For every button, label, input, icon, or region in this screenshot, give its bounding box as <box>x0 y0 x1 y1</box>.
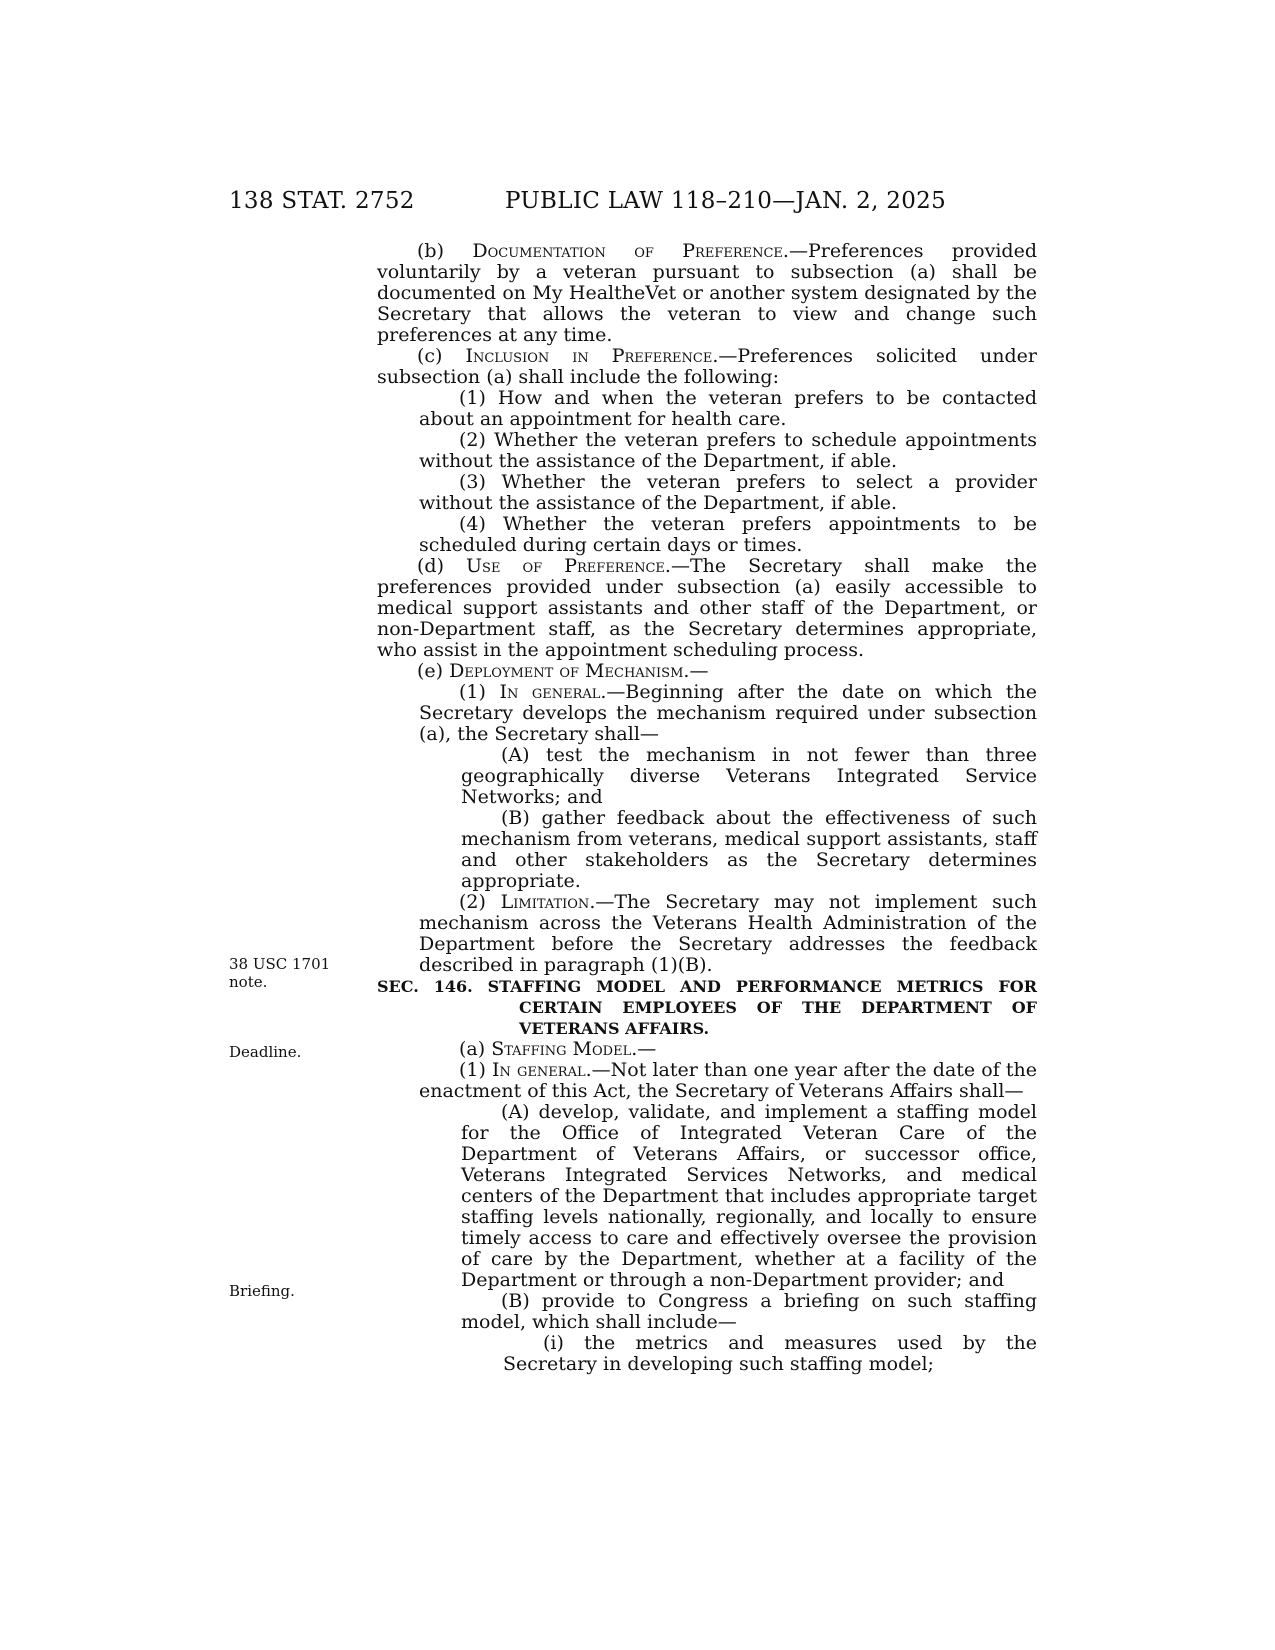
margin-note-usc: 38 USC 1701 note. <box>229 955 331 991</box>
subsection-e-paragraph-1-B: (B) gather feedback about the effectiveness of such mechanism from veterans, medical support assistants, staff and other stakeholders as the Secretary determines appropriate. <box>461 807 1037 892</box>
subsection-c-heading: Inclusion in Preference <box>465 345 713 367</box>
subsection-e-heading: Deployment of Mechanism <box>449 660 684 682</box>
margin-note-deadline: Deadline. <box>229 1043 302 1061</box>
section-146-subparagraph-A: (A) develop, validate, and implement a staffing model for the Office of Integrated Veteran Care of the Department of Veterans Affairs, or successor office, Veterans Integrated Services Networks, and medical centers of the Department that includes appropriate target staffing levels nationally, regionally, and locally to ensure timely access to care and effectively oversee the provision of care by the Department, whether at a facility of the Department or through a non-Department provider; and <box>461 1101 1037 1291</box>
body-text <box>377 241 1037 1375</box>
subsection-e-paragraph-1-A: (A) test the mechanism in not fewer than three geographically diverse Veterans Integrated Service Networks; and <box>461 744 1037 808</box>
section-146-subsection-a: (a) Staffing Model.— <box>459 1038 657 1060</box>
section-146-subparagraph-B: (B) provide to Congress a briefing on such staffing model, which shall include— <box>461 1290 1037 1333</box>
section-146-heading: SEC. 146. STAFFING MODEL AND PERFORMANCE METRICS FOR CERTAIN EMPLOYEES OF THE DEPARTMENT OF VETERANS AFFAIRS. <box>377 977 1037 1038</box>
subsection-c-item-3: (3) Whether the veteran prefers to select a provider without the assistance of the Department, if able. <box>419 471 1037 514</box>
subsection-e: (e) Deployment of Mechanism.— <box>417 660 709 682</box>
subsection-c-item-2: (2) Whether the veteran prefers to schedule appointments without the assistance of the Department, if able. <box>419 429 1037 472</box>
subsection-c-item-4: (4) Whether the veteran prefers appointments to be scheduled during certain days or times. <box>419 513 1037 556</box>
subsection-c: (c) Inclusion in Preference.—Preferences solicited under subsection (a) shall include the following: <box>377 345 1037 388</box>
subsection-b: (b) Documentation of Preference.—Preferences provided voluntarily by a veteran pursuant to subsection (a) shall be documented on My HealtheVet or another system designated by the Secretary that allows the veteran to view and change such preferences at any time. <box>377 240 1037 346</box>
section-146-paragraph-1: (1) In general.—Not later than one year after the date of the enactment of this Act, the Secretary of Veterans Affairs shall— <box>419 1059 1038 1102</box>
subsection-e-paragraph-1: (1) In general.—Beginning after the date on which the Secretary develops the mechanism required under subsection (a), the Secretary shall— <box>419 681 1037 745</box>
subsection-c-item-1: (1) How and when the veteran prefers to be contacted about an appointment for health care. <box>419 387 1037 430</box>
subsection-b-heading: Documentation of Preference <box>472 240 783 262</box>
margin-note-briefing: Briefing. <box>229 1282 295 1300</box>
stat-page-number: 138 STAT. 2752 <box>229 188 415 214</box>
running-header: PUBLIC LAW 118–210—JAN. 2, 2025 <box>505 188 947 214</box>
subsection-d-heading: Use of Preference <box>466 555 665 577</box>
subsection-d: (d) Use of Preference.—The Secretary shall make the preferences provided under subsection (a) easily accessible to medical support assistants and other staff of the Department, or non-Department staff, as the Secretary determines appropriate, who assist in the appointment scheduling process. <box>377 555 1038 661</box>
section-146-clause-i: (i) the metrics and measures used by the Secretary in developing such staffing model; <box>503 1332 1037 1375</box>
subsection-e-paragraph-2: (2) Limitation.—The Secretary may not implement such mechanism across the Veterans Health Administration of the Department before the Secretary addresses the feedback described in paragraph (1)(B). <box>419 891 1037 976</box>
